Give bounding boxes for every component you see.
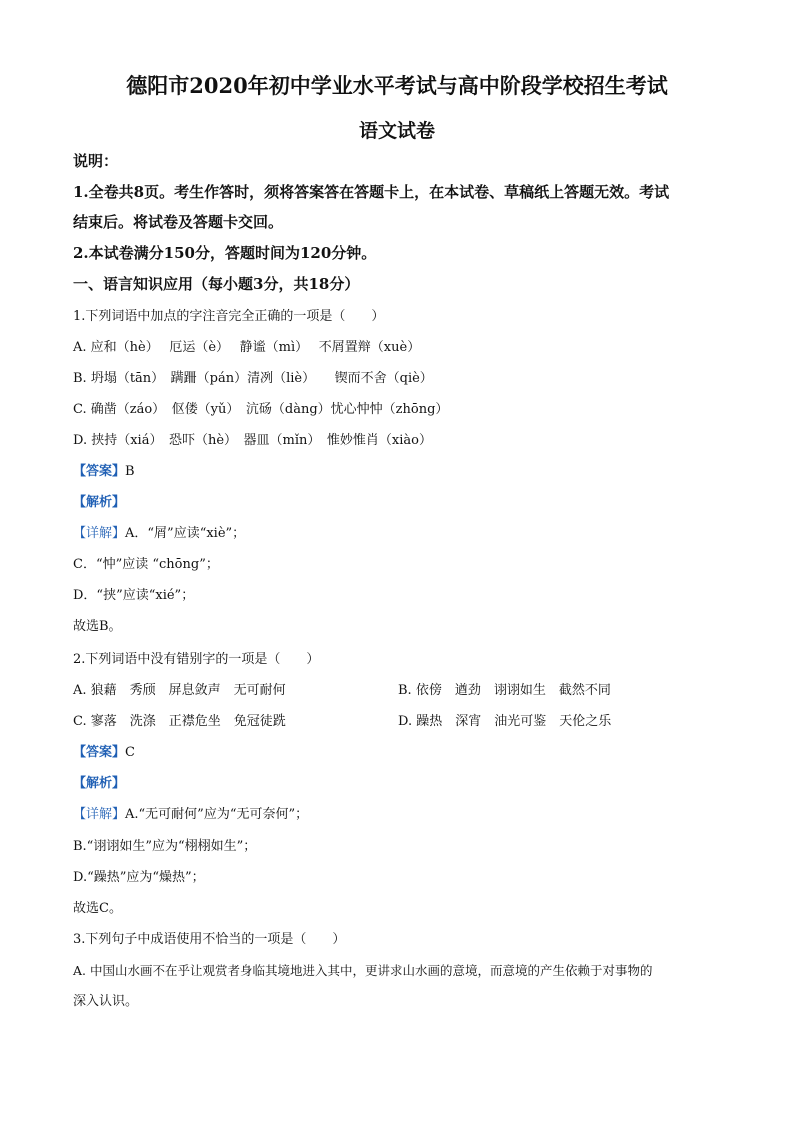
question-1-option-b: B. 坍塌（tān） 蹒跚（pán）清冽（liè） 锲而不舍（qiè） — [73, 371, 433, 386]
exam-subtitle: 语文试卷 — [358, 120, 435, 142]
question-1-detail-a — [73, 525, 245, 543]
detail-text: A.“无可耐何”应为“无可奈何”； — [125, 807, 309, 822]
question-1-answer — [73, 463, 135, 481]
question-1-option-d: D. 挟持（xiá） 恐吓（hè） 器皿（mǐn） 惟妙惟肖（xiào） — [73, 433, 432, 448]
detail-tag: 【详解】 — [73, 807, 126, 822]
question-2-option-d: D. 躁热 深宵 油光可鉴 天伦之乐 — [398, 714, 612, 729]
detail-text: A．“屑”应读“xiè”； — [125, 526, 246, 541]
question-1-conclusion: 故选B。 — [73, 619, 122, 634]
answer-tag: 【答案】 — [73, 745, 126, 760]
detail-tag: 【详解】 — [73, 526, 126, 541]
exam-title: 德阳市2020年初中学业水平考试与高中阶段学校招生考试 — [126, 73, 668, 98]
question-2-detail-b: B.“诩诩如生”应为“栩栩如生”； — [73, 839, 257, 854]
question-3-option-a-line-1: A. 中国山水画不在乎让观赏者身临其境地进入其中，更讲求山水画的意境，而意境的产生依赖于对事物的 — [73, 963, 653, 978]
instruction-item-2: 2.本试卷满分150分，答题时间为120分钟。 — [73, 244, 377, 262]
question-2-option-b: B. 依傍 遒劲 诩诩如生 截然不同 — [398, 683, 611, 698]
instructions-label: 说明： — [73, 152, 119, 170]
question-1-detail-d: D．“挟”应读“xié”； — [73, 588, 195, 603]
question-1-analysis — [73, 494, 125, 512]
question-1-stem: 1.下列词语中加点的字注音完全正确的一项是（ ） — [73, 309, 385, 324]
section-heading: 一、语言知识应用（每小题3分，共18分） — [73, 275, 360, 293]
answer-tag: 【答案】 — [73, 464, 126, 479]
answer-value: C — [125, 745, 135, 760]
question-1-option-a: A. 应和（hè） 厄运（è） 静谧（mì） 不屑置辩（xuè） — [73, 340, 421, 355]
analysis-tag: 【解析】 — [73, 776, 126, 791]
question-2-detail-a — [73, 806, 308, 824]
question-3-option-a-line-2: 深入认识。 — [73, 994, 139, 1009]
instruction-item-1-line-1: 1.全卷共8页。考生作答时，须将答案答在答题卡上，在本试卷、草稿纸上答题无效。考试 — [73, 183, 670, 201]
answer-value: B — [125, 464, 135, 479]
question-3-stem: 3.下列句子中成语使用不恰当的一项是（ ） — [73, 932, 346, 947]
question-2-answer — [73, 744, 135, 762]
question-2-stem: 2.下列词语中没有错别字的一项是（ ） — [73, 652, 320, 667]
instruction-item-1-line-2: 结束后。将试卷及答题卡交回。 — [73, 213, 284, 231]
question-2-option-c: C. 寥落 洗涤 正襟危坐 免冠徒跣 — [73, 714, 286, 729]
question-2-option-a: A. 狼藉 秀颀 屏息敛声 无可耐何 — [73, 683, 286, 698]
question-2-conclusion: 故选C。 — [73, 901, 122, 916]
question-1-detail-c: C．“忡”应读 “chōng”； — [73, 557, 219, 572]
question-2-analysis — [73, 775, 125, 793]
question-2-detail-d: D.“躁热”应为“燥热”； — [73, 870, 205, 885]
question-1-option-c: C. 确凿（záo） 伛偻（yǔ） 沆砀（dàng）忧心忡忡（zhōng） — [73, 402, 449, 417]
analysis-tag: 【解析】 — [73, 495, 126, 510]
